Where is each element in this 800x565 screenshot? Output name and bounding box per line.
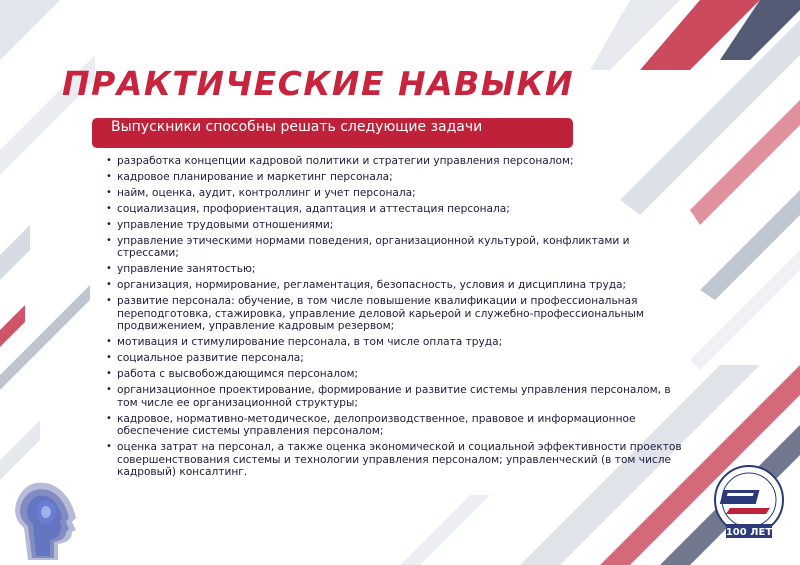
bullet-icon: • xyxy=(106,368,112,380)
bullet-icon: • xyxy=(106,412,112,424)
list-item xyxy=(106,155,688,168)
list-item-text: организационное проектирование, формирование и развитие системы управления персоналом, в том числе ее организационной структуры; xyxy=(117,384,671,409)
head-profile-icon xyxy=(6,462,86,562)
list-item-text: управление трудовыми отношениями; xyxy=(117,218,334,231)
list-item-text: разработка концепции кадровой политики и стратегии управления персоналом; xyxy=(117,155,574,167)
bullet-icon: • xyxy=(106,218,112,230)
bullet-icon: • xyxy=(106,336,112,348)
list-item xyxy=(106,413,688,438)
list-item xyxy=(106,295,688,333)
task-list xyxy=(106,155,688,482)
section-header-text: Выпускники способны решать следующие задачи xyxy=(111,119,483,135)
bullet-icon: • xyxy=(106,384,112,396)
bullet-icon: • xyxy=(106,295,112,307)
list-item xyxy=(106,352,688,365)
bullet-icon: • xyxy=(106,202,112,214)
bullet-icon: • xyxy=(106,279,112,291)
list-item xyxy=(106,219,688,232)
bullet-icon: • xyxy=(106,155,112,166)
section-header xyxy=(92,118,573,148)
list-item-text: развитие персонала: обучение, в том числе повышение квалификации и профессиональная переподготовка, стажировка, управление деловой карьерой и служебно-профессиональным продвижением, управление кадровым резервом; xyxy=(117,295,644,333)
list-item xyxy=(106,203,688,216)
list-item xyxy=(106,368,688,381)
university-seal-logo xyxy=(704,462,794,548)
list-item-text: кадровое, нормативно-методическое, делопроизводственное, правовое и информационное обеспечение системы управления персоналом; xyxy=(117,412,636,438)
list-item-text: управление занятостью; xyxy=(117,263,256,276)
anniversary-label: 100 ЛЕТ xyxy=(725,527,773,538)
list-item xyxy=(106,441,688,479)
list-item-text: мотивация и стимулирование персонала, в том числе оплата труда; xyxy=(117,336,503,349)
list-item xyxy=(106,279,688,292)
bullet-icon: • xyxy=(106,186,112,198)
list-item xyxy=(106,235,688,260)
page-title: ПРАКТИЧЕСКИЕ НАВЫКИ xyxy=(62,64,575,103)
list-item xyxy=(106,336,688,349)
bullet-icon: • xyxy=(106,234,112,246)
list-item-text: кадровое планирование и маркетинг персонала; xyxy=(117,170,393,183)
list-item-text: найм, оценка, аудит, контроллинг и учет персонала; xyxy=(117,186,416,199)
list-item-text: управление этическими нормами поведения, организационной культурой, конфликтами и стрессами; xyxy=(117,234,630,260)
list-item xyxy=(106,384,688,409)
list-item-text: работа с высвобождающимся персоналом; xyxy=(117,368,359,381)
list-item-text: организация, нормирование, регламентация, безопасность, условия и дисциплина труда; xyxy=(117,279,627,292)
bullet-icon: • xyxy=(106,441,112,453)
bullet-icon: • xyxy=(106,170,112,182)
list-item xyxy=(106,171,688,184)
list-item-text: социальное развитие персонала; xyxy=(117,352,304,365)
list-item xyxy=(106,187,688,200)
list-item-text: социализация, профориентация, адаптация и аттестация персонала; xyxy=(117,202,510,215)
bullet-icon: • xyxy=(106,352,112,364)
bullet-icon: • xyxy=(106,263,112,275)
list-item xyxy=(106,263,688,276)
list-item-text: оценка затрат на персонал, а также оценка экономической и социальной эффективности проектов совершенствования системы и технологии управления персоналом; управленческий (в том числе кадровый) консалтинг. xyxy=(117,441,682,479)
